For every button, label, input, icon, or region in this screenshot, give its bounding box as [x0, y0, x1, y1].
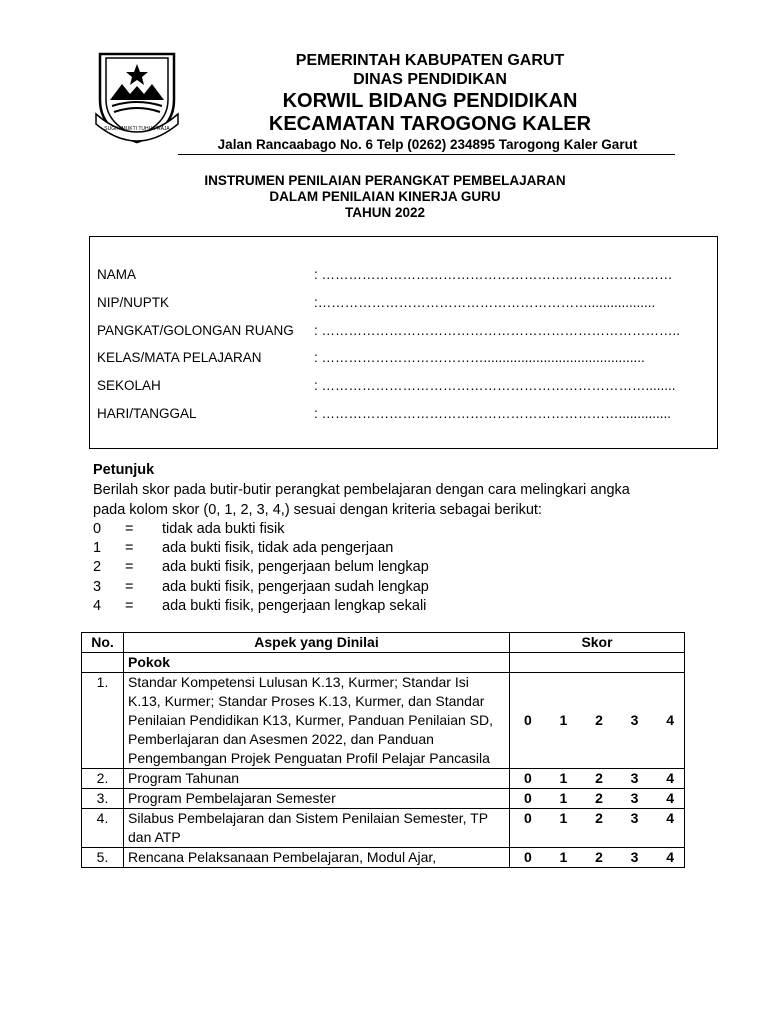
row-aspect: Standar Kompetensi Lulusan K.13, Kurmer; Standar Isi K.13, Kurmer; Standar Proses K.13, Kurmer, dan Standar Penilaian Pendidikan K13, Kurmer, Panduan Penilaian SD, Pemberlajaran dan Asesmen 2022, dan Panduan Pengembangan Projek Penguatan Profil Pelajar Pancasila	[124, 673, 510, 769]
criteria-text: ada bukti fisik, pengerjaan belum lengkap	[162, 559, 429, 575]
score-option[interactable]: 4	[666, 810, 674, 826]
criteria-score: 1	[93, 540, 102, 556]
logo-motto: SUGIH MUKTI TUHU PRAJA	[104, 126, 170, 132]
row-aspect: Rencana Pelaksanaan Pembelajaran, Modul Ajar,	[124, 848, 510, 868]
criteria-score: 3	[93, 579, 102, 595]
table-row	[82, 789, 685, 809]
row-number: 2.	[82, 769, 124, 789]
instructions-heading: Petunjuk	[93, 462, 155, 478]
header-divider	[178, 154, 675, 155]
row-aspect: Program Tahunan	[124, 769, 510, 789]
section-label: Pokok	[124, 653, 510, 673]
column-header-score: Skor	[510, 633, 685, 653]
criteria-score: 2	[93, 559, 102, 575]
row-number: 3.	[82, 789, 124, 809]
score-options	[514, 769, 680, 788]
score-option[interactable]: 4	[666, 790, 674, 806]
table-row	[82, 848, 685, 868]
criteria-equals: =	[125, 579, 134, 595]
identity-label: KELAS/MATA PELAJARAN	[97, 350, 262, 365]
row-aspect: Silabus Pembelajaran dan Sistem Penilaian Semester, TP dan ATP	[124, 809, 510, 848]
score-option[interactable]: 4	[666, 770, 674, 786]
score-option[interactable]: 3	[630, 712, 639, 728]
criteria-equals: =	[125, 521, 134, 537]
identity-field[interactable]: : ………………………………...........................................	[314, 350, 645, 365]
criteria-equals: =	[125, 598, 134, 614]
instructions-text: Berilah skor pada butir-butir perangkat pembelajaran dengan cara melingkari angka	[93, 482, 630, 498]
score-option[interactable]: 4	[666, 712, 674, 728]
header-district: KECAMATAN TAROGONG KALER	[268, 113, 592, 135]
criteria-equals: =	[125, 540, 134, 556]
criteria-equals: =	[125, 559, 134, 575]
score-option[interactable]: 3	[630, 810, 639, 826]
score-options	[514, 848, 680, 867]
score-options	[514, 711, 680, 730]
row-number: 4.	[82, 809, 124, 848]
identity-field[interactable]: : …………………………………………………………..............	[314, 406, 672, 421]
header-department: DINAS PENDIDIKAN	[353, 71, 507, 88]
instructions-text: pada kolom skor (0, 1, 2, 3, 4,) sesuai dengan kriteria sebagai berikut:	[93, 502, 542, 518]
identity-field[interactable]: :……………………………………………………..................	[314, 295, 656, 310]
score-option[interactable]: 3	[630, 770, 639, 786]
document-title-line1: INSTRUMEN PENILAIAN PERANGKAT PEMBELAJARAN	[204, 173, 566, 188]
column-header-aspect: Aspek yang Dinilai	[124, 633, 510, 653]
table-row	[82, 673, 685, 769]
row-number: 1.	[82, 673, 124, 769]
identity-label: NIP/NUPTK	[97, 295, 170, 310]
score-option[interactable]: 2	[595, 712, 603, 728]
header-address: Jalan Rancaabago No. 6 Telp (0262) 234895 Tarogong Kaler Garut	[217, 137, 638, 152]
score-option[interactable]: 2	[595, 810, 603, 826]
score-option[interactable]: 0	[524, 790, 532, 806]
row-number: 5.	[82, 848, 124, 868]
header-government: PEMERINTAH KABUPATEN GARUT	[295, 52, 565, 69]
criteria-text: ada bukti fisik, tidak ada pengerjaan	[162, 540, 394, 556]
score-option[interactable]: 1	[559, 770, 568, 786]
criteria-text: tidak ada bukti fisik	[162, 521, 285, 537]
assessment-table	[81, 632, 685, 868]
document-title-line2: DALAM PENILAIAN KINERJA GURU	[269, 189, 501, 204]
score-option[interactable]: 1	[559, 810, 568, 826]
regency-emblem-logo	[92, 50, 182, 146]
row-aspect: Program Pembelajaran Semester	[124, 789, 510, 809]
table-row	[82, 769, 685, 789]
score-option[interactable]: 3	[630, 790, 639, 806]
score-option[interactable]: 3	[630, 849, 639, 865]
criteria-text: ada bukti fisik, pengerjaan lengkap sekali	[162, 598, 427, 614]
score-option[interactable]: 0	[524, 810, 532, 826]
criteria-text: ada bukti fisik, pengerjaan sudah lengkap	[162, 579, 429, 595]
identity-label: HARI/TANGGAL	[97, 406, 197, 421]
score-option[interactable]: 0	[524, 712, 532, 728]
identity-label: SEKOLAH	[97, 378, 161, 393]
identity-field[interactable]: : ……………………………………………………………………..	[314, 323, 681, 338]
header-korwil: KORWIL BIDANG PENDIDIKAN	[282, 90, 578, 112]
score-option[interactable]: 4	[666, 849, 674, 865]
identity-field[interactable]: : ……………………………………………………………………	[314, 267, 673, 282]
score-option[interactable]: 0	[524, 849, 532, 865]
score-option[interactable]: 0	[524, 770, 532, 786]
score-option[interactable]: 1	[559, 712, 568, 728]
identity-label: NAMA	[97, 267, 137, 282]
criteria-score: 4	[93, 598, 102, 614]
identity-label: PANGKAT/GOLONGAN RUANG	[97, 323, 294, 338]
column-header-no: No.	[82, 633, 124, 653]
identity-field[interactable]: : ………………………………………………………………........	[314, 378, 676, 393]
score-option[interactable]: 2	[595, 770, 603, 786]
criteria-score: 0	[93, 521, 102, 537]
score-option[interactable]: 2	[595, 790, 603, 806]
score-option[interactable]: 1	[559, 849, 568, 865]
document-title-line3: TAHUN 2022	[344, 205, 426, 220]
score-option[interactable]: 1	[559, 790, 568, 806]
score-options	[514, 789, 680, 808]
table-row	[82, 809, 685, 848]
score-options	[514, 809, 680, 828]
score-option[interactable]: 2	[595, 849, 603, 865]
